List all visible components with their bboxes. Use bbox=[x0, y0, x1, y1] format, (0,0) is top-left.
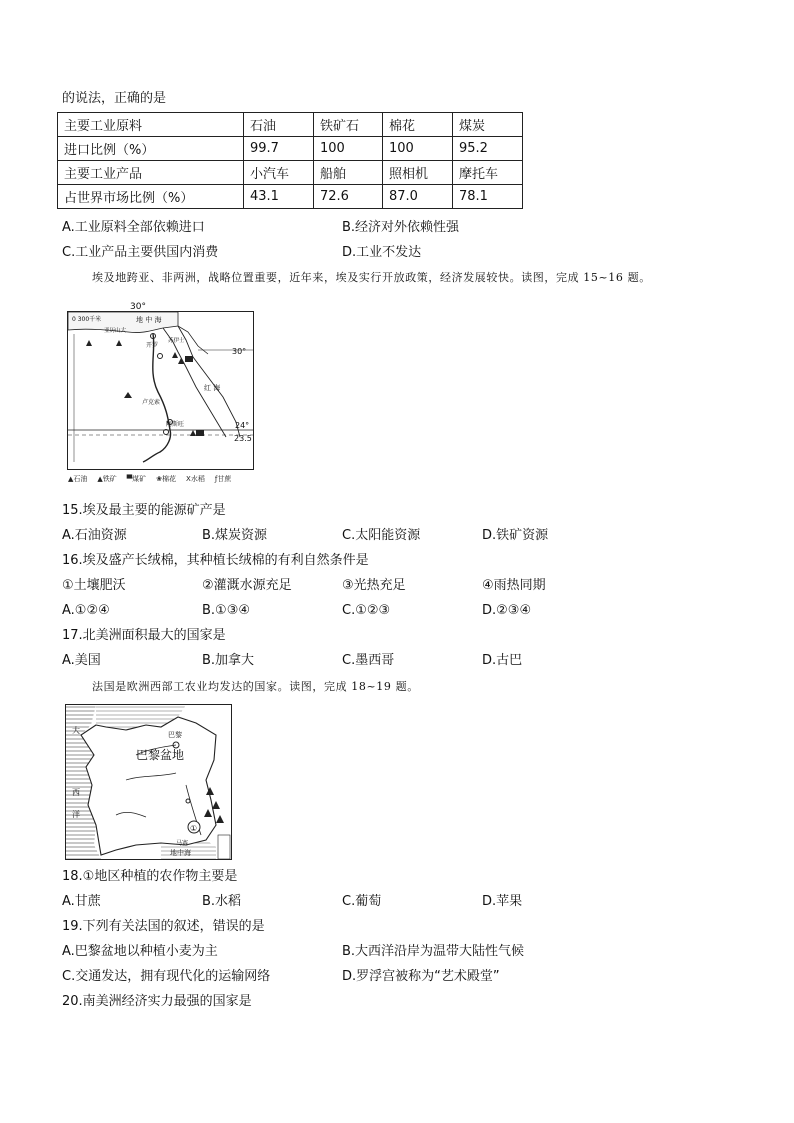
table-cell: 100 bbox=[383, 137, 453, 161]
table-cell: 进口比例（%） bbox=[58, 137, 244, 161]
q17-option-b[interactable]: B.加拿大 bbox=[202, 653, 255, 668]
legend-item: ❀棉花 bbox=[156, 475, 177, 483]
q15-stem: 15.埃及最主要的能源矿产是 bbox=[62, 503, 226, 518]
q14-option-c[interactable]: C.工业产品主要供国内消费 bbox=[62, 245, 219, 260]
table-cell: 小汽车 bbox=[244, 161, 314, 185]
table-cell: 棉花 bbox=[383, 113, 453, 137]
paris-label: 巴黎 bbox=[168, 731, 182, 739]
oil-symbol bbox=[86, 340, 92, 346]
coal-symbol bbox=[185, 356, 193, 362]
q17-option-c[interactable]: C.墨西哥 bbox=[342, 653, 395, 668]
table-cell: 照相机 bbox=[383, 161, 453, 185]
table-cell: 95.2 bbox=[453, 137, 523, 161]
atlantic-label-1: 大 bbox=[72, 726, 80, 735]
q19-option-b[interactable]: B.大西洋沿岸为温带大陆性气候 bbox=[342, 944, 525, 959]
scale-label: 0 300千米 bbox=[72, 316, 102, 323]
coal-symbol bbox=[196, 430, 204, 436]
iron-symbol bbox=[190, 430, 196, 436]
table-cell: 43.1 bbox=[244, 185, 314, 209]
mediterranean-label: 地 中 海 bbox=[136, 316, 162, 324]
lat-top-label: 30° bbox=[130, 302, 146, 312]
q14-option-a[interactable]: A.工业原料全部依赖进口 bbox=[62, 220, 205, 235]
q16-condition-4: ④雨热同期 bbox=[482, 578, 546, 593]
table-cell: 100 bbox=[314, 137, 383, 161]
q15-option-c[interactable]: C.太阳能资源 bbox=[342, 528, 421, 543]
france-map-figure bbox=[66, 705, 231, 859]
q14-option-b[interactable]: B.经济对外依赖性强 bbox=[342, 220, 460, 235]
q16-option-b[interactable]: B.①③④ bbox=[202, 603, 251, 618]
suez-label: 苏伊士 bbox=[168, 338, 185, 344]
q16-condition-2: ②灌溉水源充足 bbox=[202, 578, 292, 593]
legend-item: ▲石油 bbox=[68, 475, 88, 483]
legend-item: ▲铁矿 bbox=[97, 475, 117, 483]
q16-option-d[interactable]: D.②③④ bbox=[482, 603, 532, 618]
france-intro: 法国是欧洲西部工农业均发达的国家。读图，完成 18~19 题。 bbox=[92, 680, 419, 693]
table-cell: 主要工业原料 bbox=[58, 113, 244, 137]
table-row bbox=[58, 185, 523, 209]
oil-symbol bbox=[172, 352, 178, 358]
lat-24-label: 24° bbox=[235, 421, 250, 430]
table-cell: 铁矿石 bbox=[314, 113, 383, 137]
table-cell: 煤炭 bbox=[453, 113, 523, 137]
mediterranean-sea-label: 地中海 bbox=[170, 849, 191, 857]
q16-condition-3: ③光热充足 bbox=[342, 578, 406, 593]
q14-option-d[interactable]: D.工业不发达 bbox=[342, 245, 422, 260]
q16-option-c[interactable]: C.①②③ bbox=[342, 603, 391, 618]
table-cell: 摩托车 bbox=[453, 161, 523, 185]
egypt-map bbox=[67, 302, 254, 470]
q19-option-a[interactable]: A.巴黎盆地以种植小麦为主 bbox=[62, 944, 218, 959]
question-14-stem-fragment: 的说法，正确的是 bbox=[62, 91, 167, 106]
luxor-label: 卢克索 bbox=[142, 399, 161, 406]
red-sea-label: 红 海 bbox=[204, 384, 221, 392]
iron-symbol bbox=[124, 392, 132, 398]
q20-stem: 20.南美洲经济实力最强的国家是 bbox=[62, 994, 252, 1009]
q18-option-a[interactable]: A.甘蔗 bbox=[62, 894, 101, 909]
cairo-label: 开罗 bbox=[146, 342, 159, 349]
table-cell: 占世界市场比例（%） bbox=[58, 185, 244, 209]
paris-basin-label: 巴黎盆地 bbox=[136, 748, 185, 762]
oil-symbol bbox=[116, 340, 122, 346]
legend-item: ƒ甘蔗 bbox=[214, 475, 232, 483]
egypt-map-legend bbox=[68, 474, 241, 484]
table-cell: 99.7 bbox=[244, 137, 314, 161]
marseille-label: 马赛 bbox=[176, 840, 189, 847]
france-map bbox=[65, 704, 232, 860]
table-row bbox=[58, 161, 523, 185]
q18-option-b[interactable]: B.水稻 bbox=[202, 894, 242, 909]
aswan-label: 阿斯旺 bbox=[166, 421, 185, 428]
q19-option-c[interactable]: C.交通发达，拥有现代化的运输网络 bbox=[62, 969, 271, 984]
egypt-intro: 埃及地跨亚、非两洲，战略位置重要，近年来，埃及实行开放政策，经济发展较快。读图，完成 15~16 题。 bbox=[92, 271, 651, 284]
q18-option-c[interactable]: C.葡萄 bbox=[342, 894, 382, 909]
q17-option-d[interactable]: D.古巴 bbox=[482, 653, 523, 668]
q17-stem: 17.北美洲面积最大的国家是 bbox=[62, 628, 226, 643]
legend-item: ▀煤矿 bbox=[126, 475, 147, 483]
q18-option-d[interactable]: D.苹果 bbox=[482, 894, 523, 909]
table-cell: 72.6 bbox=[314, 185, 383, 209]
table-cell: 主要工业产品 bbox=[58, 161, 244, 185]
q17-option-a[interactable]: A.美国 bbox=[62, 653, 101, 668]
q16-option-a[interactable]: A.①②④ bbox=[62, 603, 110, 618]
q15-option-a[interactable]: A.石油资源 bbox=[62, 528, 127, 543]
q15-option-b[interactable]: B.煤炭资源 bbox=[202, 528, 268, 543]
egypt-map-figure bbox=[68, 302, 253, 469]
q19-option-d[interactable]: D.罗浮宫被称为“艺术殿堂” bbox=[342, 969, 500, 984]
lat-23-5-label: 23.5 bbox=[234, 434, 252, 443]
q16-stem: 16.埃及盛产长绒棉，其种植长绒棉的有利自然条件是 bbox=[62, 553, 369, 568]
q18-stem: 18.①地区种植的农作物主要是 bbox=[62, 869, 238, 884]
atlantic-label-2: 西 bbox=[72, 788, 80, 797]
alexandria-label: 亚历山大 bbox=[104, 328, 127, 334]
table-cell: 船舶 bbox=[314, 161, 383, 185]
table-cell: 87.0 bbox=[383, 185, 453, 209]
table-row bbox=[58, 113, 523, 137]
legend-item: Ⅹ水稻 bbox=[186, 475, 205, 483]
table-cell: 78.1 bbox=[453, 185, 523, 209]
atlantic-label-3: 洋 bbox=[72, 810, 80, 819]
table-cell: 石油 bbox=[244, 113, 314, 137]
industry-table bbox=[57, 112, 523, 209]
q19-stem: 19.下列有关法国的叙述，错误的是 bbox=[62, 919, 265, 934]
table-row bbox=[58, 137, 523, 161]
q15-option-d[interactable]: D.铁矿资源 bbox=[482, 528, 549, 543]
region-1-label: ① bbox=[190, 824, 198, 833]
lat-right-label: 30° bbox=[232, 347, 247, 356]
q16-condition-1: ①土壤肥沃 bbox=[62, 578, 126, 593]
